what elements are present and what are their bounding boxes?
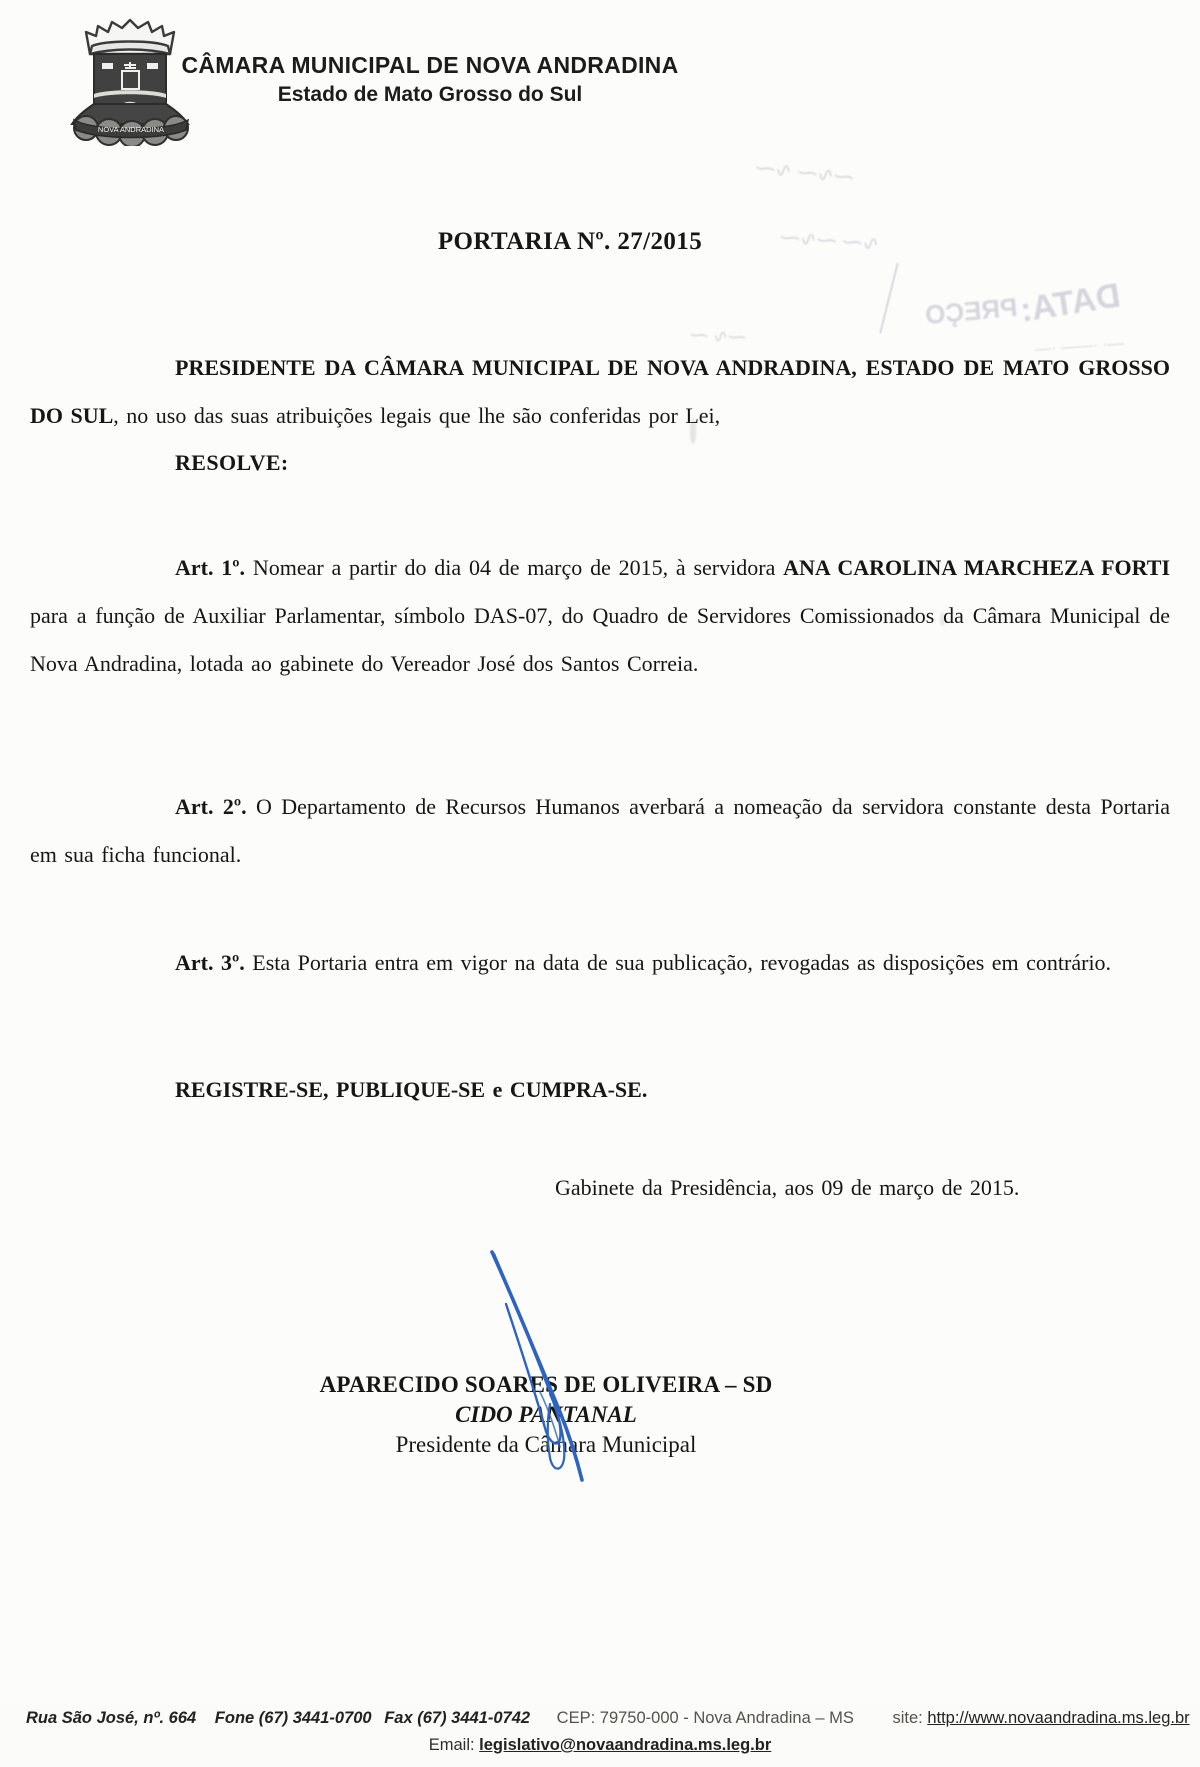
footer-email-line <box>0 1736 1200 1755</box>
bleedthrough-pen-stroke <box>879 263 898 333</box>
org-name: CÂMARA MUNICIPAL DE NOVA ANDRADINA <box>181 52 679 78</box>
signer-name: APARECIDO SOARES DE OLIVEIRA – SD <box>319 1372 773 1397</box>
footer-contact-line <box>26 1709 1194 1728</box>
preamble-paragraph <box>30 344 1170 440</box>
document-title: PORTARIA Nº. 27/2015 <box>437 228 703 255</box>
bleedthrough-stamp-preco: PREÇO <box>923 292 1019 330</box>
footer-phone: Fone (67) 3441-0700 <box>214 1709 372 1727</box>
footer-cep: CEP: 79750-000 - Nova Andradina – MS <box>556 1709 854 1727</box>
article-2 <box>30 783 1170 879</box>
article-3-label: Art. 3º. <box>175 950 245 975</box>
bleedthrough-scribble: —· ·—— ·— <box>1034 334 1125 359</box>
article-1-text: Nomear a partir do dia 04 de março de 2015, à servidora <box>245 555 784 580</box>
place-date-line: Gabinete da Presidência, aos 09 de março de 2015. <box>555 1175 1020 1200</box>
logo-banner-text: NOVA ANDRADINA <box>97 125 165 134</box>
footer-email: legislativo@novaandradina.ms.leg.br <box>479 1736 772 1754</box>
footer-site-url: http://www.novaandradina.ms.leg.br <box>927 1709 1190 1727</box>
footer-address: Rua São José, nº. 664 <box>26 1709 197 1727</box>
bleedthrough-scribble: ⁓∿⁓ ∿⁓ <box>754 156 855 190</box>
article-2-label: Art. 2º. <box>175 794 247 819</box>
article-2-text: O Departamento de Recursos Humanos averbará a nomeação da servidora constante desta Portaria em sua ficha funcional. <box>30 794 1170 867</box>
signature-block <box>0 1370 1092 1460</box>
signer-role: Presidente da Câmara Municipal <box>395 1432 697 1457</box>
article-3-text: Esta Portaria entra em vigor na data de sua publicação, revogadas as disposições em contrário. <box>244 950 1112 975</box>
article-1-appointee-name: ANA CAROLINA MARCHEZA FORTI <box>783 555 1171 580</box>
closing-order: REGISTRE-SE, PUBLIQUE-SE e CUMPRA-SE. <box>175 1077 648 1102</box>
signer-alias: CIDO PANTANAL <box>455 1402 637 1427</box>
footer-site-label: site: <box>892 1709 923 1727</box>
footer-email-label: Email: <box>428 1736 475 1754</box>
bleedthrough-stamp-data: DATA: <box>1017 276 1123 330</box>
article-1 <box>30 544 1170 688</box>
article-1-label: Art. 1º. <box>175 555 246 580</box>
org-subtitle: Estado de Mato Grosso do Sul <box>277 83 583 106</box>
page-footer <box>0 1705 1200 1767</box>
resolve-heading: RESOLVE: <box>175 450 289 475</box>
bleedthrough-scribble: ⁓∿ ⁓ <box>689 324 747 348</box>
preamble-lead: PRESIDENTE DA CÂMARA MUNICIPAL DE NOVA ANDRADINA, ESTADO DE MATO GROSSO DO SUL <box>30 355 1170 428</box>
footer-fax: Fax (67) 3441-0742 <box>384 1709 531 1727</box>
article-3 <box>30 939 1170 987</box>
preamble-rest: , no uso das suas atribuições legais que lhe são conferidas por Lei, <box>113 403 721 428</box>
article-1-text-cont: para a função de Auxiliar Parlamentar, símbolo DAS-07, do Quadro de Servidores Comissionados da Câmara Municipal de Nova Andradina, lotada ao gabinete do Vereador José dos Santos Correia. <box>30 603 1170 676</box>
bleedthrough-scribble: ∿⁓ ⁓∿⁓ <box>779 226 880 256</box>
